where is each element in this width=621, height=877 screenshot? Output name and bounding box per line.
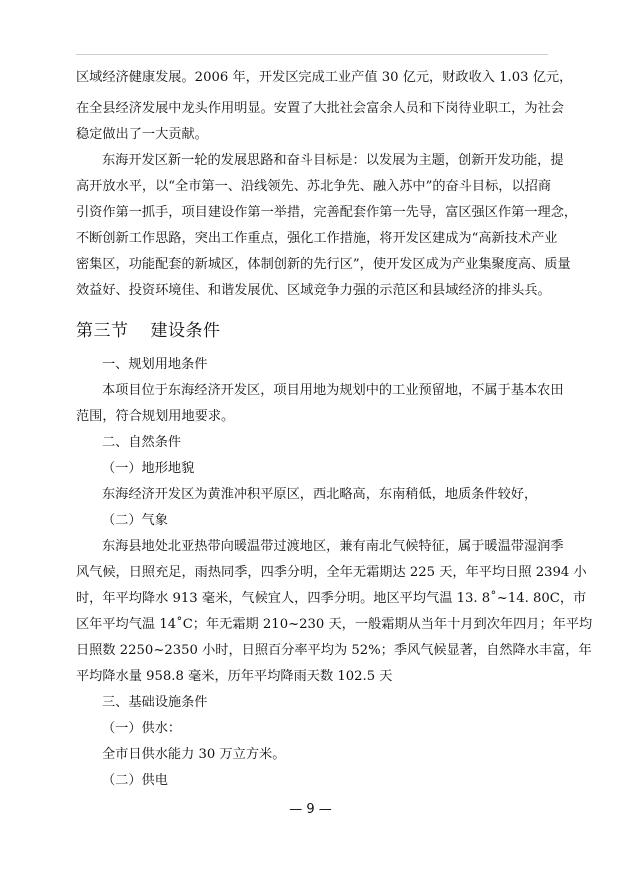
paragraph-line: 范围，符合规划用地要求。 (76, 409, 235, 424)
header-rule (76, 54, 548, 55)
paragraph-line: 时，年平均降水 913 毫米，气候宜人，四季分明。地区平均气温 13. 8˚~14. 80C，市 (76, 591, 587, 606)
paragraph-line: 全市日供水能力 30 万立方米。 (102, 747, 286, 762)
paragraph-line: 区域经济健康发展。2006 年，开发区完成工业产值 30 亿元，财政收入 1.03 亿元， (76, 70, 573, 85)
paragraph-line: 稳定做出了一大贡献。 (76, 127, 208, 142)
subsection-heading: 三、基础设施条件 (102, 695, 208, 710)
sub-subsection-heading: （二）气象 (102, 513, 168, 528)
paragraph-line: 高开放水平，以“全市第一、沿线领先、苏北争先、融入苏中”的奋斗目标，以招商 (76, 179, 552, 194)
paragraph-line: 东海开发区新一轮的发展思路和奋斗目标是：以发展为主题，创新开发功能，提 (102, 153, 564, 168)
subsection-heading: 一、规划用地条件 (102, 357, 208, 372)
section-name: 建设条件 (150, 321, 221, 341)
paragraph-line: 不断创新工作思路，突出工作重点，强化工作措施，将开发区建成为“高新技术产业 (76, 231, 558, 246)
paragraph-line: 区年平均气温 14˚C；年无霜期 210~230 天，一般霜期从当年十月到次年四月；年平均 (76, 617, 593, 632)
paragraph-line: 风气候，日照充足，雨热同季，四季分明，全年无霜期达 225 天，年平均日照 2394 小 (76, 565, 587, 580)
paragraph-line: 平均降水量 958.8 毫米，历年平均降雨天数 102.5 天 (76, 669, 393, 684)
paragraph-line: 东海县地处北亚热带向暖温带过渡地区，兼有南北气候特征，属于暖温带湿润季 (102, 539, 564, 554)
subsection-heading: 二、自然条件 (102, 435, 182, 450)
sub-subsection-heading: （一）地形地貌 (102, 461, 195, 476)
paragraph-line: 效益好、投资环境佳、和谐发展优、区域竞争力强的示范区和县域经济的排头兵。 (76, 283, 551, 298)
sub-subsection-heading: （二）供电 (102, 773, 168, 788)
paragraph-line: 密集区，功能配套的新城区，体制创新的先行区”，使开发区成为产业集聚度高、质量 (76, 257, 571, 272)
paragraph-line: 东海经济开发区为黄淮冲积平原区，西北略高，东南稍低，地质条件较好， (102, 487, 538, 502)
sub-subsection-heading: （一）供水： (102, 721, 182, 736)
paragraph-line: 在全县经济发展中龙头作用明显。安置了大批社会富余人员和下岗待业职工，为社会 (76, 101, 564, 116)
paragraph-line: 本项目位于东海经济开发区，项目用地为规划中的工业预留地，不属于基本农田 (102, 383, 564, 398)
page-number: — 9 — (289, 802, 332, 817)
section-title (76, 318, 221, 344)
section-number: 第三节 (76, 321, 129, 341)
paragraph-line: 引资作第一抓手，项目建设作第一举措，完善配套作第一先导，富区强区作第一理念， (76, 205, 578, 220)
paragraph-line: 日照数 2250~2350 小时，日照百分率平均为 52%；季风气候显著，自然降水丰富，年 (76, 643, 592, 658)
